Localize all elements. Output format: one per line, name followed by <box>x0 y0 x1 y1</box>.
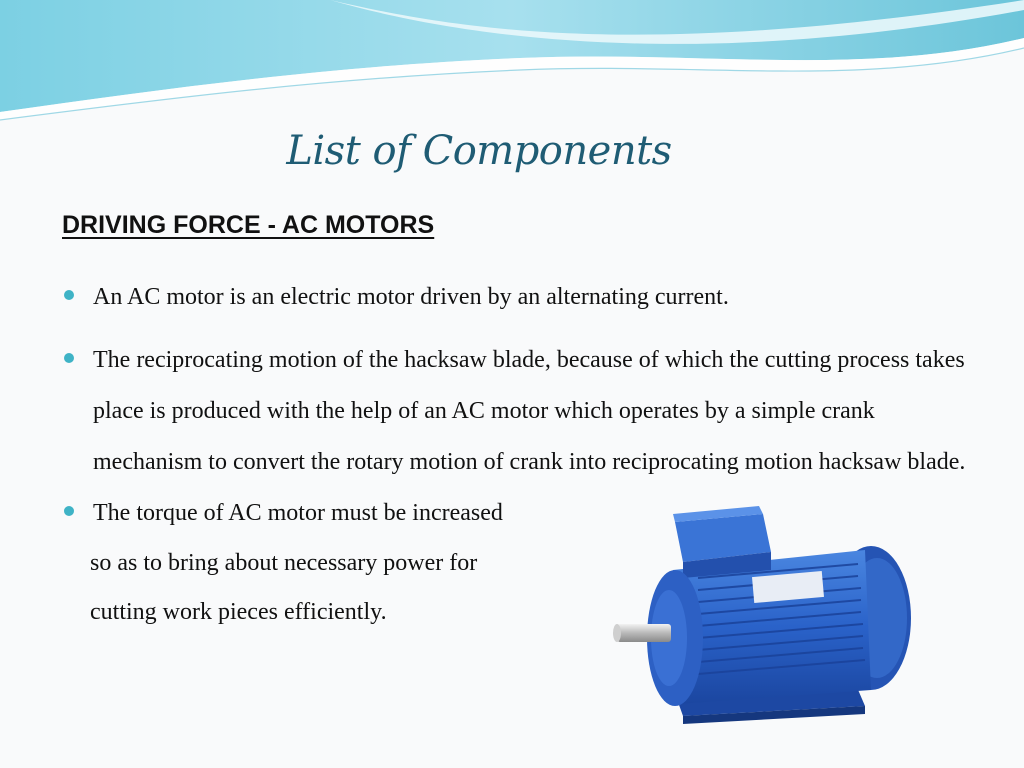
section-heading: DRIVING FORCE - AC MOTORS <box>62 211 435 239</box>
bullet-dot-icon <box>64 290 74 300</box>
bullet-item <box>62 272 972 323</box>
bullet-text-line: The torque of AC motor must be increased <box>93 500 503 526</box>
bullet-dot-icon <box>64 353 74 363</box>
ac-motor-image <box>603 478 933 748</box>
bullet-text: The reciprocating motion of the hacksaw blade, because of which the cutting process takes place is produced with the help of an AC motor which operates by a simple crank mechanism to convert the rotary motion of crank into reciprocating motion hacksaw blade. <box>93 347 966 475</box>
slide-title: List of Components <box>286 128 672 174</box>
bullet-text-line: cutting work pieces efficiently. <box>90 599 387 625</box>
bullet-text-line: so as to bring about necessary power for <box>90 550 478 576</box>
bullet-item <box>62 335 972 488</box>
bullet-text: An AC motor is an electric motor driven by an alternating current. <box>93 284 729 310</box>
bullet-dot-icon <box>64 506 74 516</box>
header-wave-decoration <box>0 0 1024 130</box>
